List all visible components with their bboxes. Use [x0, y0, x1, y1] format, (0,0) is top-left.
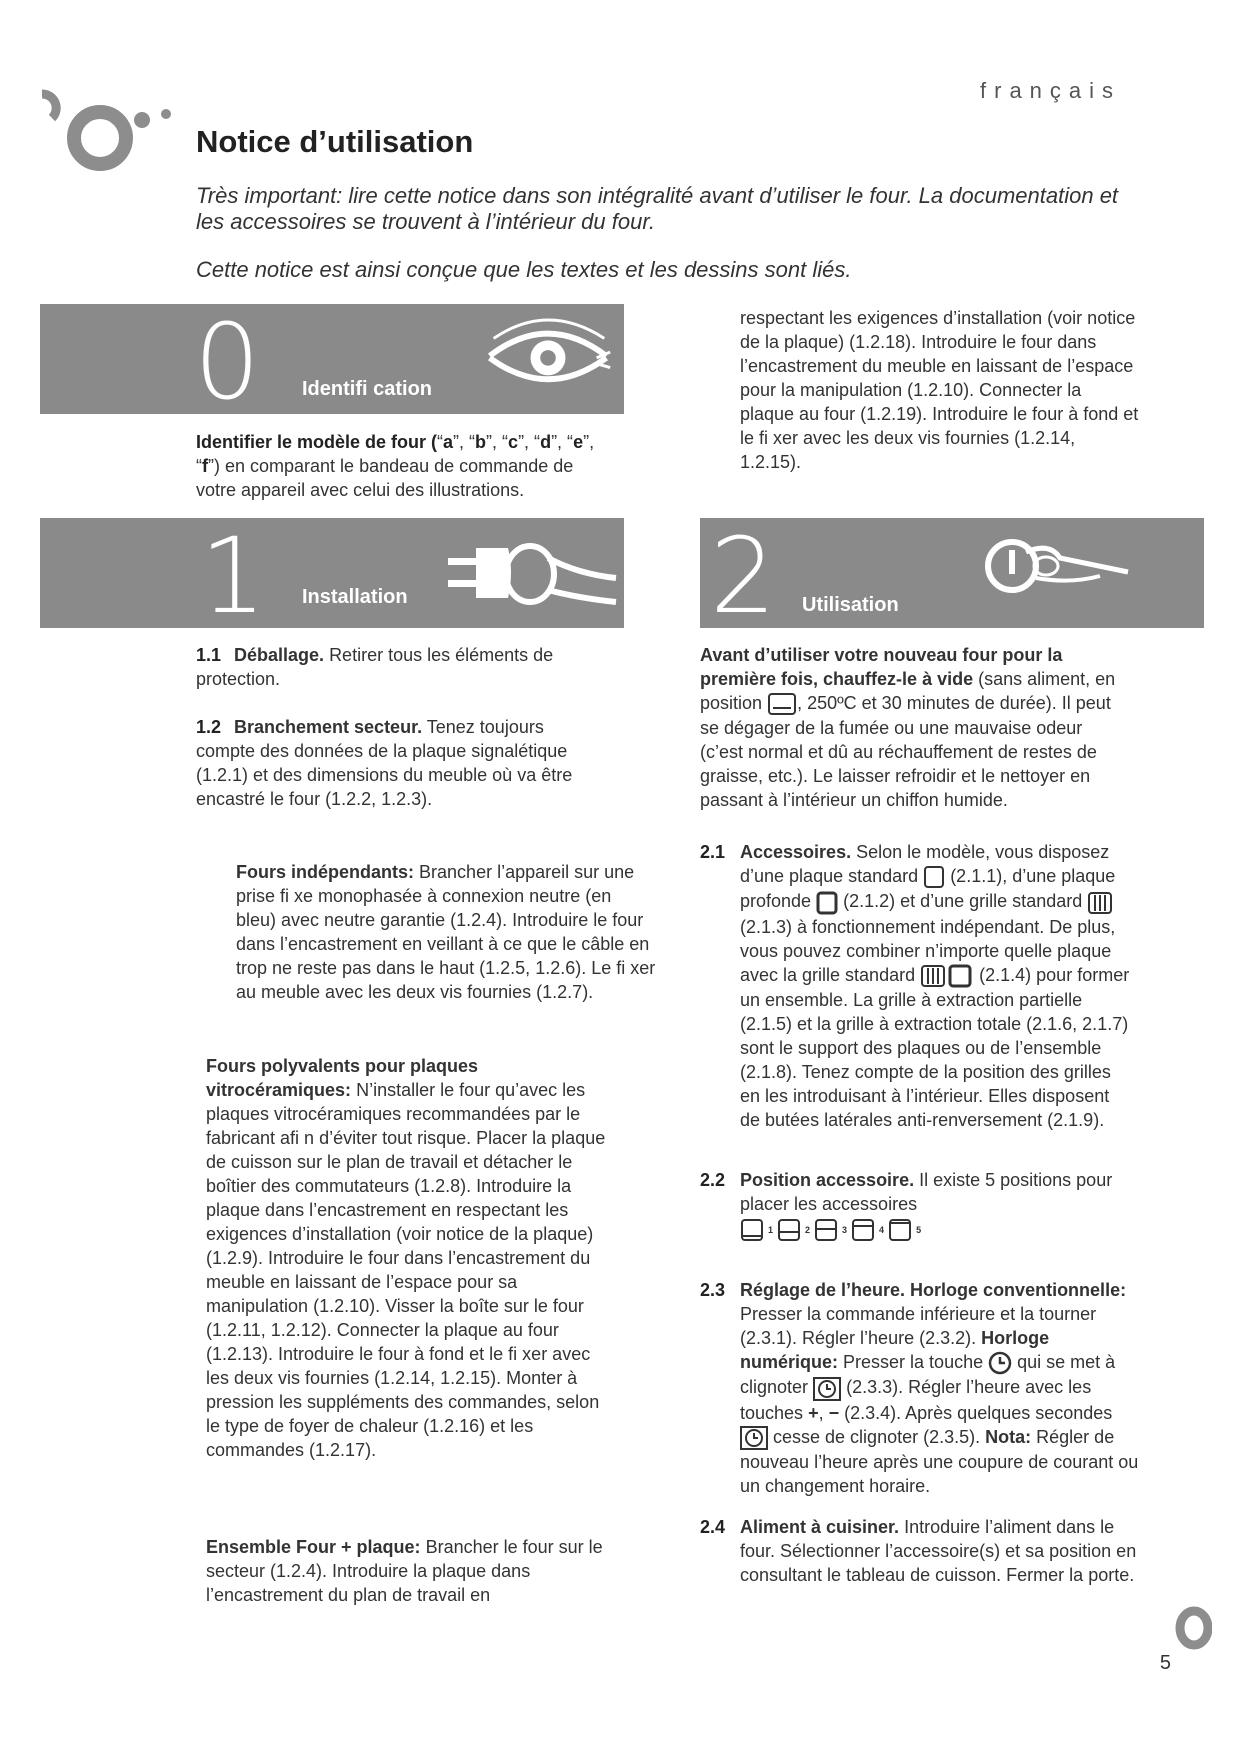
rack-positions: 1 2 3 4 5 [740, 1218, 1130, 1242]
intro-text: Très important: lire cette notice dans son intégralité avant d’utiliser le four. La documentation et les accessoires se trouvent à l’intérieur du four. [196, 183, 1119, 234]
eye-icon [480, 316, 616, 390]
section-0-number: 0 [194, 301, 261, 423]
section-2-label: Utilisation [802, 594, 899, 616]
section-2-band [700, 515, 1204, 637]
item-2-4: 2.4 Aliment à cuisiner. Introduire l’aliment dans le four. Sélectionner l’accessoire(s) et sa position en consultant le tableau de cuisson. Fermer la porte. [700, 1517, 1137, 1585]
section-1-label: Installation [302, 586, 408, 608]
section-0-bold: Identifier le modèle de four ( [196, 432, 438, 452]
clock-display-icon [813, 1377, 841, 1401]
item-2-2: 2.2 Position accessoire. Il existe 5 positions pour placer les accessoires 1 2 3 4 5 [700, 1168, 1130, 1242]
page-number: 5 [1159, 1652, 1171, 1674]
page-title: Notice d’utilisation [196, 124, 474, 159]
section-0-label: Identifi cation [302, 378, 432, 400]
item-number: 1.2 [196, 717, 222, 737]
position-icon [888, 1218, 912, 1242]
clock-display-icon [740, 1426, 768, 1450]
section-2-lead: Avant d’utiliser votre nouveau four pour la première fois, chauffez-le à vide (sans aliment, en position , 250ºC et 30 minutes de durée). Il peut se dégager de la fumée ou une mauvaise odeur (c’est normal et dû au réchauffement de restes de graisse, etc.). Le laisser refroidir et le nettoyer en passant à l’intérieur un chiffon humide. [700, 645, 1116, 811]
static-oven-mode-icon [767, 692, 797, 716]
item-1-1: 1.1 Déballage. Retirer tous les éléments de protection. [196, 645, 554, 689]
brand-logo-icon [38, 86, 178, 186]
section-1-band [40, 515, 624, 637]
section-0-band [40, 301, 624, 423]
position-icon [814, 1218, 838, 1242]
finger-knob-icon [980, 532, 1130, 612]
minus-icon: − [828, 1402, 840, 1423]
fours-polyvalents: Fours polyvalents pour plaques vitrocéramiques: N’installer le four qu’avec les plaques vitrocéramiques recommandées par le fabricant afi n d’éviter tout risque. Placer la plaque de cuisson sur le plan de travail et détacher le boîtier des commutateurs (1.2.8). Introduire la plaque dans l’encastrement en respectant les exigences d’installation (voir notice de la plaque) (1.2.9). Introduire le four dans l’encastrement du meuble en laissant de l’espace pour sa manipulation (1.2.10). Visser la boîte sur le four (1.2.11, 1.2.12). Connecter la plaque au four (1.2.13). Introduire le four à fond et le fi xer avec les deux vis fournies (1.2.14, 1.2.15). Monter à pression les suppléments des commandes, selon le type de foyer de chaleur (1.2.16) et les commandes (1.2.17). [206, 1056, 606, 1460]
item-number: 1.1 [196, 645, 222, 665]
standard-tray-icon [923, 865, 945, 889]
section-0-text: Identifier le modèle de four (“a”, “b”, “c”, “d”, “e”, “f”) en comparant le bandeau de commande de votre appareil avec celui des illustrations. [196, 432, 595, 500]
item-2-3: 2.3 Réglage de l’heure. Horloge conventionnelle: Presser la commande inférieure et la tourner (2.3.1). Régler l’heure (2.3.2). Horloge numérique: Presser la touche qui se met à clignoter (2.3.3). Régler l’heure avec les touches +, − (2.3.4). Après quelques secondes cesse de clignoter (2.3.5). Nota: Régler de nouveau l’heure après une coupure de courant ou un changement horaire. [700, 1280, 1139, 1496]
language-label: français [980, 78, 1122, 103]
section-1-number: 1 [200, 515, 267, 637]
position-icon [740, 1218, 764, 1242]
item-1-2: 1.2 Branchement secteur. Tenez toujours compte des données de la plaque signalétique (1.2.1) et des dimensions du meuble où va être encastré le four (1.2.2, 1.2.3). [196, 717, 573, 809]
position-icon [851, 1218, 875, 1242]
brand-circle-icon [1172, 1604, 1212, 1652]
position-icon [777, 1218, 801, 1242]
plus-icon: + [808, 1402, 819, 1423]
clock-icon [988, 1351, 1012, 1375]
fours-independants: Fours indépendants: Brancher l’appareil sur une prise fi xe monophasée à connexion neutre (en bleu) avec neutre garantie (1.2.4). Introduire le four dans l’encastrement en veillant à ce que le câble en trop ne reste pas dans le haut (1.2.5, 1.2.6). Le fi xer au meuble avec les deux vis fournies (1.2.7). [236, 862, 656, 1002]
plug-icon [448, 528, 618, 618]
grid-rack-icon [1087, 891, 1113, 915]
item-2-1: 2.1 Accessoires. Selon le modèle, vous disposez d’une plaque standard (2.1.1), d’une plaque profonde (2.1.2) et d’une grille standard (2.1.3) à fonctionnement indépendant. De plus, vous pouvez combiner n’importe quelle plaque avec la grille standard (2.1.4) pour former un ensemble. La grille à extraction partielle (2.1.5) et la grille à extraction totale (2.1.6, 2.1.7) sont le support des plaques ou de l’ensemble (2.1.8). Tenez compte de la position des grilles en les introduisant à l’intérieur. Elles disposent de butées latérales anti-renversement (2.1.9). [700, 842, 1130, 1130]
rack-tray-combo-icon [920, 964, 974, 988]
deep-tray-icon [816, 891, 838, 915]
section-0-right-text: respectant les exigences d’installation (voir notice de la plaque) (1.2.18). Introduire le four dans l’encastrement du meuble en laissant de l’espace pour la manipulation (1.2.10). Connecter la plaque au four (1.2.19). Introduire le four à fond et le fi xer avec les deux vis fournies (1.2.14, 1.2.15). [740, 308, 1139, 472]
ensemble-four-plaque: Ensemble Four + plaque: Brancher le four sur le secteur (1.2.4). Introduire la plaque dans l’encastrement du plan de travail en [206, 1537, 603, 1605]
intro-note: Cette notice est ainsi conçue que les textes et les dessins sont liés. [196, 257, 852, 282]
section-2-number: 2 [710, 515, 777, 637]
